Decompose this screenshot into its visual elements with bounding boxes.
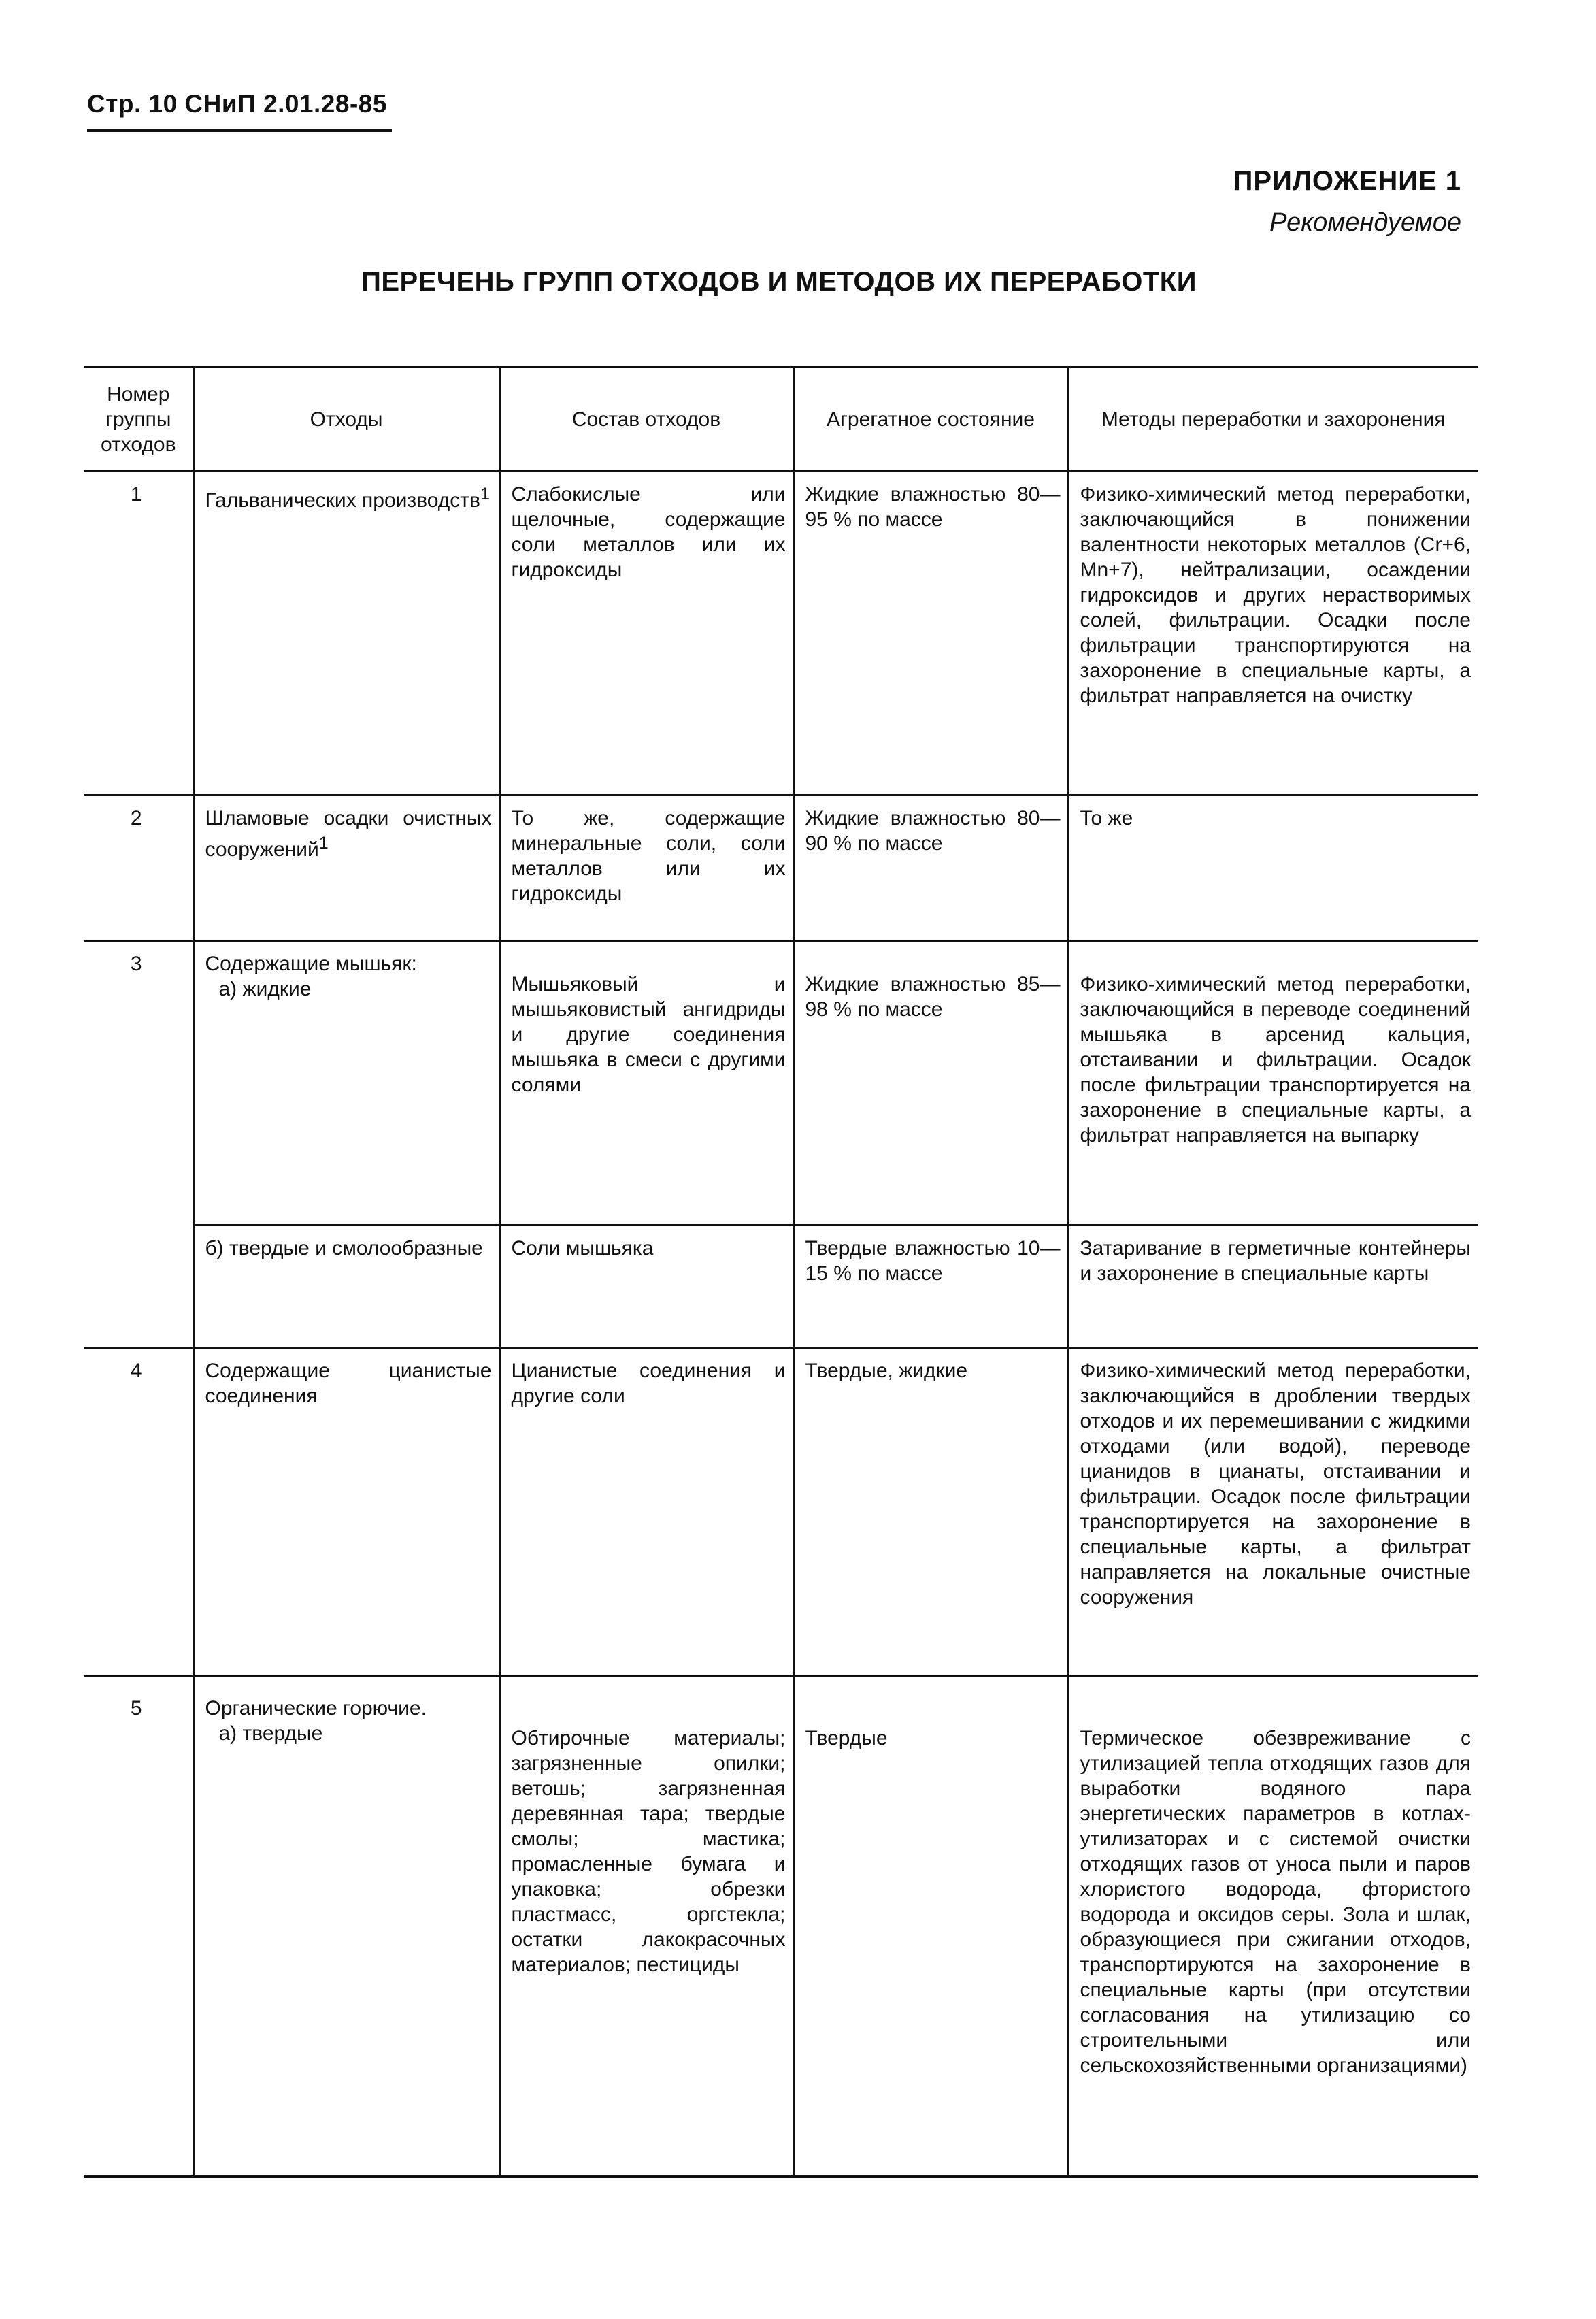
spacer [805,951,1061,972]
col-header-composition: Состав отходов [499,367,793,472]
methods-text: Физико-химический метод переработки, заключающийся в переводе соединений мышьяка в арсенид кальция, отстаивании и фильтрации. Осадок после фильтрации транспортируется на захоронение в специальные карты, а фильтрат направляется на выпарку [1080,973,1471,1147]
spacer [205,1686,492,1696]
table-row [84,472,1478,795]
methods-cell: Физико-химический метод переработки, заключающийся в дроблении твердых отходов и их перемешивании с жидкими отходами (или водой), переводе цианидов в цианаты, отстаивании и фильтрации. Осадок после фильтрации транспортируется на захоронение в специальные карты, а фильтрат направляется на локальные очистные сооружения [1068,1348,1478,1676]
table-header-row [84,367,1478,472]
waste-subtype: а) жидкие [218,978,312,1000]
waste-groups-table [84,366,1478,2178]
appendix-status: Рекомендуемое [1269,208,1461,237]
methods-cell [1068,941,1478,1226]
group-number: 4 [84,1348,193,1676]
waste-subtype: а) твердые [218,1722,323,1745]
spacer [512,951,786,972]
state-text: Твердые [805,1727,888,1749]
col-header-waste: Отходы [193,367,499,472]
state-text: Жидкие влажностью 85—98 % по массе [805,973,1061,1021]
composition-cell [499,1676,793,2177]
col-header-state: Агрегатное состояние [793,367,1068,472]
page-header: Стр. 10 СНиП 2.01.28-85 [87,90,387,118]
waste-cell: б) твердые и смолообразные [193,1226,499,1348]
spacer [512,1686,786,1726]
group-number: 2 [84,795,193,941]
footnote-mark: 1 [318,834,329,853]
table-title: ПЕРЕЧЕНЬ ГРУПП ОТХОДОВ И МЕТОДОВ ИХ ПЕРЕРАБОТКИ [361,267,1197,297]
appendix-title: ПРИЛОЖЕНИЕ 1 [1233,166,1461,196]
composition-cell: Слабокислые или щелочные, содержащие соли металлов или их гидроксиды [499,472,793,795]
state-cell: Жидкие влажностью 80—95 % по массе [793,472,1068,795]
waste-cell: Содержащие цианистые соединения [193,1348,499,1676]
col-header-group-number: Номер группы отходов [84,367,193,472]
spacer [1080,1686,1472,1726]
waste-cell [193,1676,499,2177]
group-number [84,1676,193,2177]
footnote-mark: 1 [480,484,490,504]
methods-cell: То же [1068,795,1478,941]
group-number: 3 [130,953,142,975]
composition-text: Мышьяковый и мышьяковистый ангидриды и другие соединения мышьяка в смеси с другими солями [511,973,786,1096]
table-row [84,1348,1478,1676]
waste-cell [193,795,499,941]
methods-cell: Затаривание в герметичные контейнеры и захоронение в специальные карты [1068,1226,1478,1348]
composition-cell [499,941,793,1226]
group-number [84,1226,193,1348]
header-underline [87,129,392,132]
waste-cell [193,472,499,795]
composition-text: Обтирочные материалы; загрязненные опилки; ветошь; загрязненная деревянная тара; твердые смолы; мастика; промасленные бумага и упаковка; обрезки пластмасс, оргстекла; остатки лакокрасочных материалов; пестициды [511,1727,786,1976]
state-cell: Твердые влажностью 10—15 % по массе [793,1226,1068,1348]
table-row [84,1226,1478,1348]
spacer [805,1686,1061,1726]
methods-cell: Физико-химический метод переработки, заключающийся в понижении валентности некоторых металлов (Cr+6, Mn+7), нейтрализации, осаждении гидроксидов и других нерастворимых солей, фильтрации. Осадки после фильтрации транспортируются на захоронение в специальные карты, а фильтрат направляется на очистку [1068,472,1478,795]
waste-name: Шламовые осадки очистных сооружений [205,807,492,861]
group-number: 1 [84,472,193,795]
methods-cell [1068,1676,1478,2177]
methods-text: Термическое обезвреживание с утилизацией тепла отходящих газов для выработки водяного пара энергетических параметров в котлах-утилизаторах и с системой очистки отходящих газов от уноса пыли и паров хлористого водорода, фтористого водорода и оксидов серы. Зола и шлак, образующиеся при сжигании отходов, транспортируются на захоронение в специальные карты (при отсутствии согласования на утилизацию со строительными или сельскохозяйственными организациями) [1080,1727,1471,2077]
composition-cell: То же, содержащие минеральные соли, соли металлов или их гидроксиды [499,795,793,941]
waste-name: Содержащие мышьяк: [205,953,417,975]
col-header-methods: Методы переработки и захоронения [1068,367,1478,472]
spacer [1080,951,1472,972]
table-row [84,795,1478,941]
state-cell [793,1676,1068,2177]
state-cell: Жидкие влажностью 80—90 % по массе [793,795,1068,941]
group-number-text: 5 [130,1697,142,1720]
composition-cell: Цианистые соединения и другие соли [499,1348,793,1676]
state-cell: Твердые, жидкие [793,1348,1068,1676]
composition-cell: Соли мышьяка [499,1226,793,1348]
waste-name: Органические горючие. [205,1697,427,1720]
table-row [84,1676,1478,2177]
waste-cell [193,941,499,1226]
table-row [84,941,1478,1226]
waste-name: Гальванических производств [205,489,480,512]
spacer [87,1686,186,1696]
state-cell [793,941,1068,1226]
